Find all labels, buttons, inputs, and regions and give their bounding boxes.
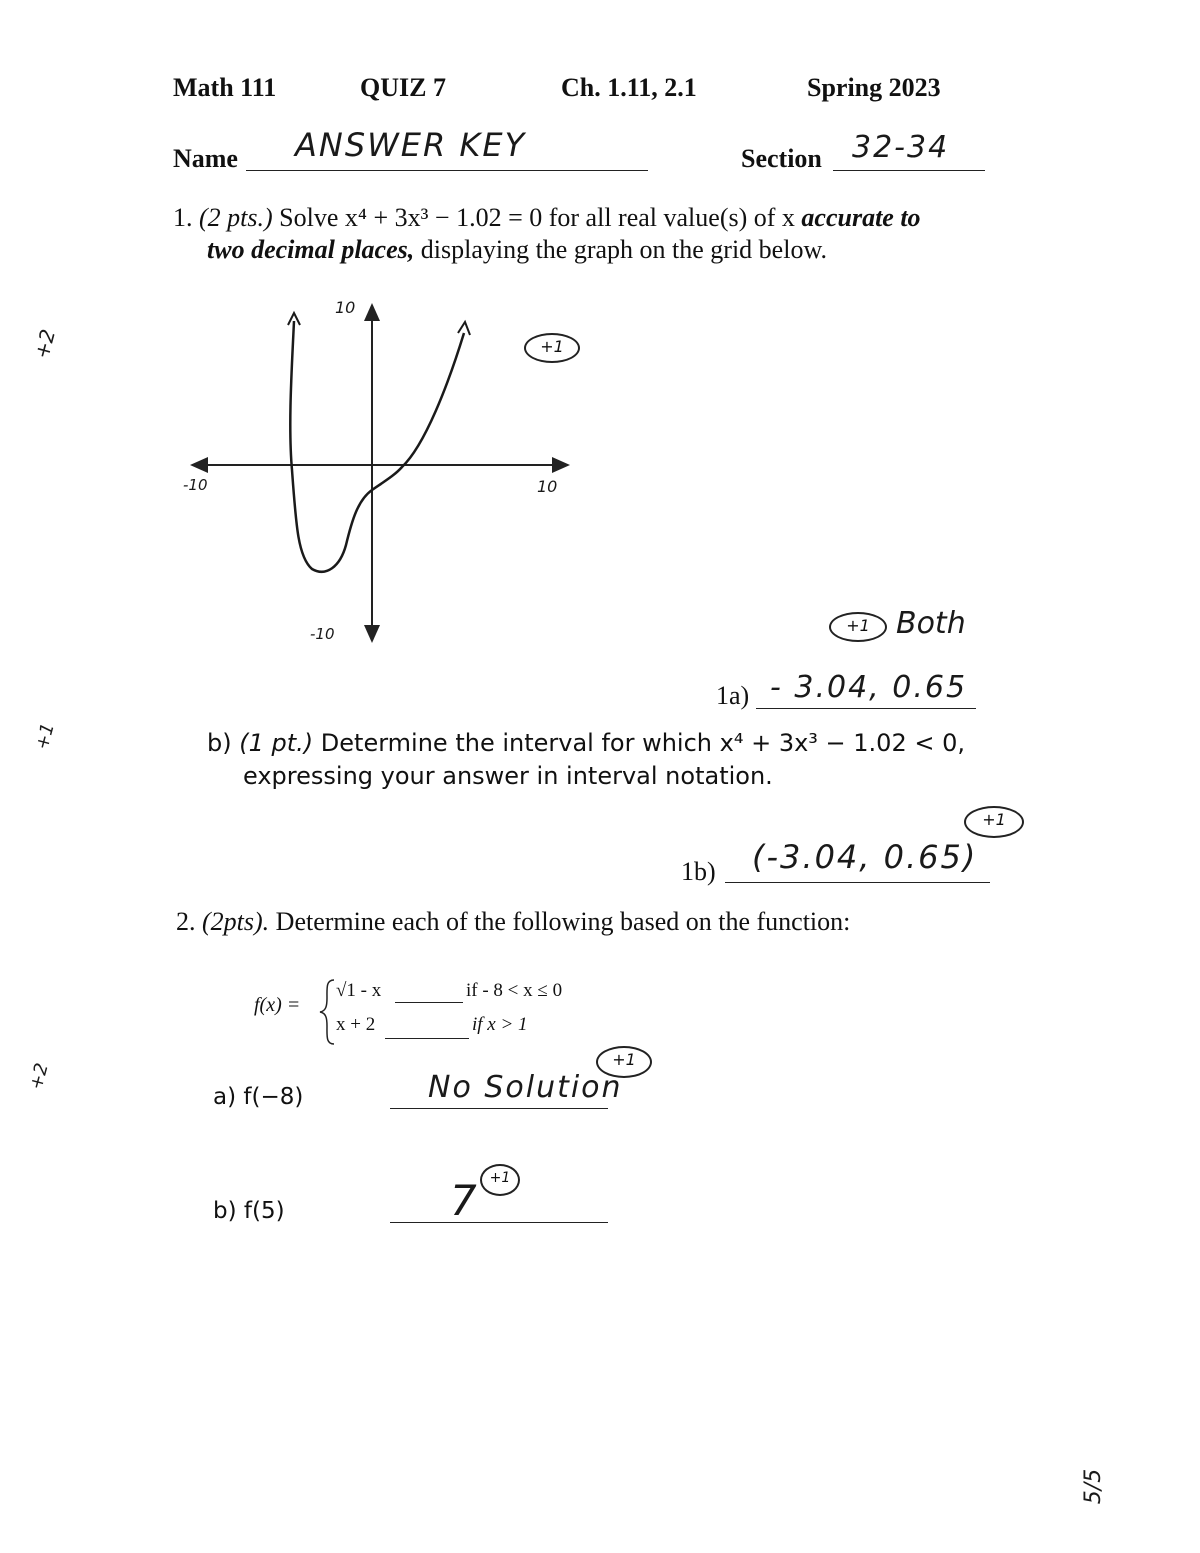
polynomial-curve	[290, 321, 464, 572]
x-min-label: -10	[183, 476, 208, 494]
q1a-answer-value: - 3.04, 0.65	[770, 670, 968, 705]
q2a-answer: No Solution	[428, 1070, 623, 1105]
chapters-label: Ch. 1.11, 2.1	[561, 73, 697, 102]
q2a-label: a) f(−8)	[213, 1084, 304, 1110]
q1-text	[173, 202, 1043, 234]
piece1-dash	[395, 1002, 463, 1003]
q1b-underline	[725, 882, 990, 883]
q1-text-b: displaying the graph on the grid below.	[420, 235, 828, 264]
piece1-expr: √1 - x	[336, 980, 382, 1001]
name-label: Name	[173, 144, 238, 173]
term-label: Spring 2023	[807, 73, 941, 102]
q2b-answer: 7	[450, 1176, 477, 1225]
q1-number: 1.	[173, 203, 193, 232]
section-underline	[833, 170, 985, 171]
both-point-mark: +1	[829, 612, 887, 642]
q1-graph	[180, 295, 580, 645]
q1a-underline	[756, 708, 976, 709]
x-max-label: 10	[537, 477, 558, 496]
q1b-label: b)	[207, 729, 232, 757]
name-value: ANSWER KEY	[295, 126, 527, 164]
q1b-answer-label: 1b)	[681, 857, 716, 886]
quiz-label: QUIZ 7	[360, 73, 446, 102]
q2a-point-mark: +1	[596, 1046, 652, 1078]
margin-score-q1b: +1	[31, 720, 59, 753]
graph-point-mark: +1	[524, 333, 580, 363]
q1b-answer-value: (-3.04, 0.65)	[752, 838, 978, 876]
q2b-underline	[390, 1222, 608, 1223]
q1b-text-line2: expressing your answer in interval notation.	[243, 762, 773, 790]
q1-points: (2 pts.)	[199, 203, 273, 232]
margin-score-q2: +2	[25, 1060, 53, 1093]
q2-text-body: Determine each of the following based on the function:	[275, 907, 851, 936]
y-max-label: 10	[335, 298, 356, 317]
name-underline	[246, 170, 648, 171]
piece2-expr: x + 2	[336, 1014, 376, 1035]
q2-points: (2pts).	[202, 907, 270, 936]
q1a-answer-label: 1a)	[716, 681, 750, 710]
piece2-dash	[385, 1038, 469, 1039]
q1b-text	[207, 727, 965, 759]
q1-emph: accurate to	[801, 203, 921, 232]
section-label: Section	[741, 144, 822, 173]
y-min-label: -10	[310, 625, 335, 643]
q2b-point-mark: +1	[480, 1164, 520, 1196]
q1-emph2: two decimal places,	[207, 235, 415, 264]
q2-text	[176, 906, 850, 938]
q1b-points: (1 pt.)	[239, 729, 314, 757]
final-score: 5/5	[1081, 1468, 1107, 1505]
q1b-point-mark: +1	[964, 806, 1024, 838]
both-note: Both	[896, 606, 966, 641]
section-value: 32-34	[852, 130, 950, 165]
piece2-cond: if x > 1	[472, 1014, 528, 1035]
q2a-underline	[390, 1108, 608, 1109]
q2-number: 2.	[176, 907, 196, 936]
q1-text-line2	[207, 234, 827, 266]
piece1-cond: if - 8 < x ≤ 0	[466, 980, 563, 1001]
piecewise-brace	[318, 978, 338, 1046]
course-label: Math 111	[173, 73, 277, 102]
margin-score-q1a: +2	[29, 326, 61, 362]
q1b-text-line1: Determine the interval for which x⁴ + 3x³ − 1.02 < 0,	[320, 729, 965, 757]
q2b-label: b) f(5)	[213, 1198, 285, 1224]
fx-label: f(x) =	[254, 994, 301, 1016]
q1-text-a: Solve x⁴ + 3x³ − 1.02 = 0 for all real value(s) of x	[279, 203, 795, 232]
